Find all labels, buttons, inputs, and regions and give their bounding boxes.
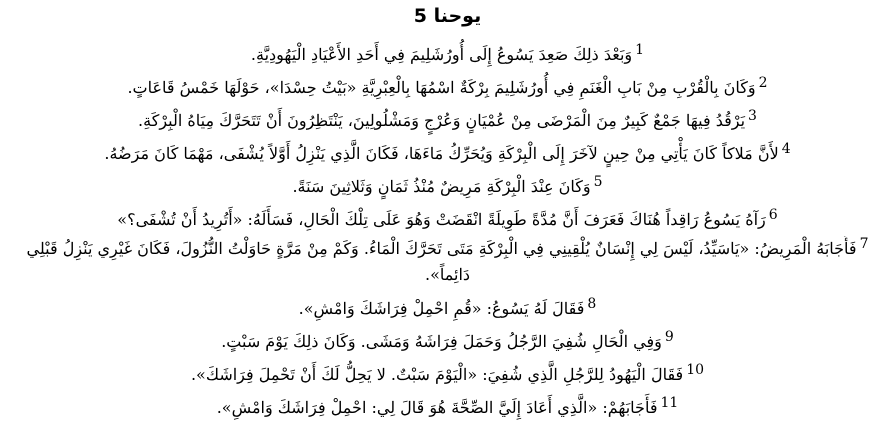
verse-number: 11 xyxy=(660,394,679,411)
verse-11 xyxy=(8,391,887,424)
verse-number: 1 xyxy=(635,41,645,58)
verse-text: لأَنَّ مَلاكاً كَانَ يَأْتِي مِنْ حِينٍ لآخَرَ إِلَى الْبِرْكَةِ وَيُحَرِّكُ مَاءَهَا، فَكَانَ الَّذِي يَنْزِلُ أَوَّلاً يُشْفَى، مَهْمَا كَانَ مَرَضُهُ. xyxy=(104,144,779,163)
verse-number: 5 xyxy=(593,173,603,190)
verse-10 xyxy=(8,358,887,391)
verse-8 xyxy=(8,292,887,325)
verse-1 xyxy=(8,38,887,71)
verse-2 xyxy=(8,71,887,104)
verse-5 xyxy=(8,170,887,203)
verse-number: 4 xyxy=(781,140,791,157)
verse-text: فَقَالَ لَهُ يَسُوعُ: «قُمِ احْمِلْ فِرَاشَكَ وَامْشِ». xyxy=(298,299,585,318)
verse-number: 8 xyxy=(587,295,597,312)
verse-text: وَبَعْدَ ذلِكَ صَعِدَ يَسُوعُ إِلَى أُورُشَلِيمَ فِي أَحَدِ الأَعْيَادِ الْيَهُودِيَّةِ. xyxy=(250,45,633,64)
verse-text: فَقَالَ الْيَهُودُ لِلرَّجُلِ الَّذِي شُفِيَ: «الْيَوْمَ سَبْتٌ. لا يَحِلُّ لَكَ أَنْ تَحْمِلَ فِرَاشَكَ». xyxy=(190,365,684,384)
verse-number: 7 xyxy=(859,236,869,252)
verse-3 xyxy=(8,104,887,137)
verse-text: فَأَجَابَهُ الْمَرِيضُ: «يَاسَيِّدُ، لَيْسَ لِي إِنْسَانٌ يُلْقِينِي فِي الْبِرْكَةِ مَتَى تَحَرَّكَ الْمَاءُ. وَكَمْ مِنْ مَرَّةٍ حَاوَلْتُ النُّزُولَ، فَكَانَ غَيْرِي يَنْزِلُ قَبْلِي دَائِماً». xyxy=(26,239,857,284)
verse-number: 10 xyxy=(686,361,705,378)
chapter-title: يوحنا 5 xyxy=(413,5,482,27)
verse-number: 2 xyxy=(758,74,768,91)
verse-number: 6 xyxy=(768,206,778,223)
verse-text: وَكَانَ بِالْقُرْبِ مِنْ بَابِ الْغَنَمِ فِي أُورُشَلِيمَ بِرْكَةٌ اسْمُهَا بِالْعِبْرِيَّةِ «بَيْتُ حِسْدَا»، حَوْلَهَا خَمْسُ قَاعَاتٍ. xyxy=(127,78,756,97)
verse-text: فَأَجَابَهُمْ: «الَّذِي أَعَادَ إِلَيَّ الصِّحَّةَ هُوَ قَالَ لِي: احْمِلْ فِرَاشَكَ وَامْشِ». xyxy=(216,398,658,417)
verse-text: وَكَانَ عِنْدَ الْبِرْكَةِ مَرِيضٌ مُنْذُ ثَمَانٍ وَثَلاثِينَ سَنَةً. xyxy=(292,177,591,196)
verse-list xyxy=(8,38,887,424)
verse-number: 3 xyxy=(748,107,757,124)
verse-text: وَفِي الْحَالِ شُفِيَ الرَّجُلُ وَحَمَلَ فِرَاشَهُ وَمَشَى. وَكَانَ ذلِكَ يَوْمَ سَبْتٍ. xyxy=(221,332,662,351)
verse-7 xyxy=(8,236,887,288)
verse-number: 9 xyxy=(664,328,674,345)
verse-text: يَرْقُدُ فِيهَا جَمْعٌ كَبِيرٌ مِنَ الْمَرْضَى مِنْ عُمْيَانٍ وَعُرْجٍ وَمَشْلُولِينَ، يَنْتَظِرُونَ أَنْ تَتَحَرَّكَ مِيَاهُ الْبِرْكَةِ. xyxy=(138,111,746,130)
verse-6 xyxy=(8,203,887,236)
verse-4 xyxy=(8,137,887,170)
verse-text: رَآهُ يَسُوعُ رَاقِداً هُنَاكَ فَعَرَفَ أَنَّ مُدَّةً طَوِيلَةً انْقَضَتْ وَهُوَ عَلَى تِلْكَ الْحَالِ، فَسَأَلَهُ: «أَتُرِيدُ أَنْ تُشْفَى؟» xyxy=(117,210,766,229)
verse-9 xyxy=(8,325,887,358)
